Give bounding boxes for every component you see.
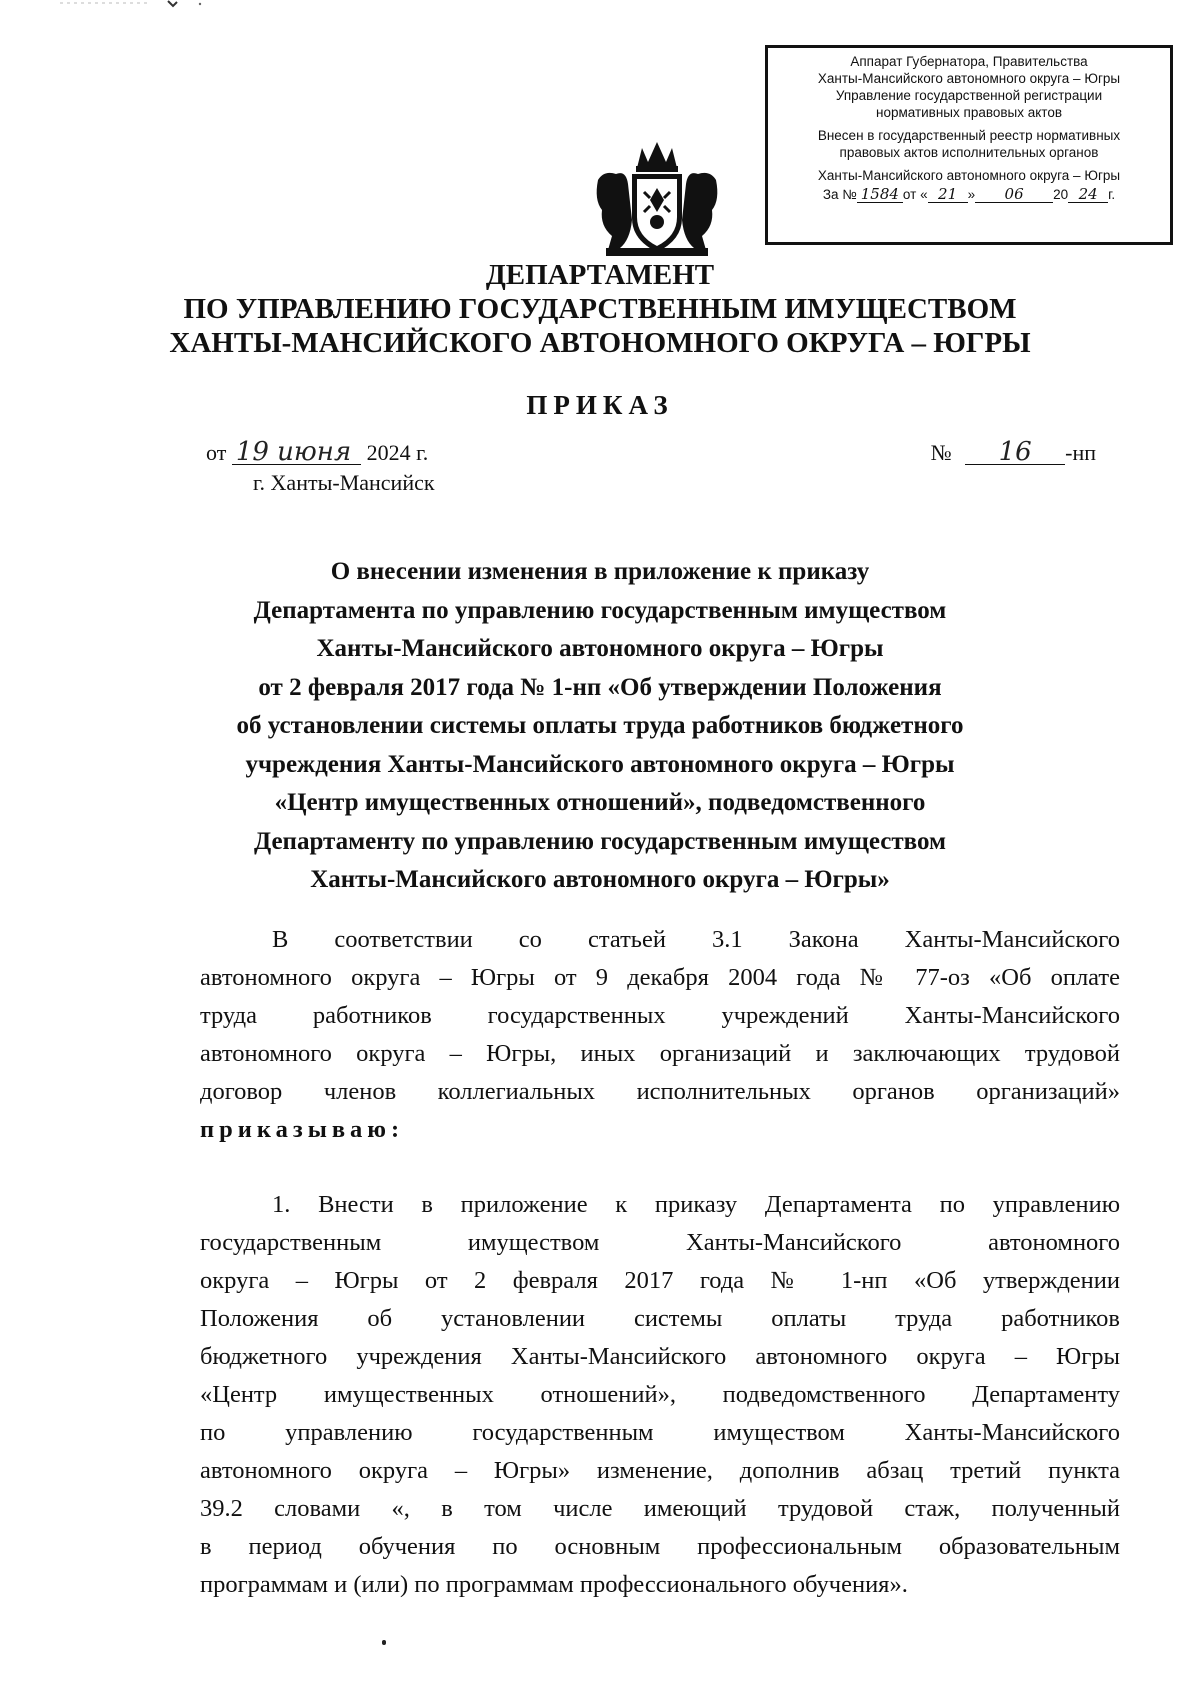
stamp-org-line: Аппарат Губернатора, Правительства — [850, 54, 1088, 69]
paragraph-line: округа – Югры от 2 февраля 2017 года № 1-нп «Об утверждении — [200, 1267, 1120, 1294]
paragraph-line: труда работников государственных учреждений Ханты-Мансийского — [200, 1002, 1120, 1029]
paragraph-line: 39.2 словами «, в том числе имеющий трудовой стаж, полученный — [200, 1495, 1120, 1522]
stamp-registry-line: Внесен в государственный реестр нормативных — [817, 128, 1121, 143]
paragraph-line: в период обучения по основным профессиональным образовательным — [200, 1533, 1120, 1560]
stamp-registry — [774, 127, 1164, 161]
paragraph-line: 1. Внести в приложение к приказу Департамента по управлению — [272, 1191, 1120, 1218]
stamp-reg-from: от « — [902, 187, 928, 202]
subject-line: об установлении системы оплаты труда работников бюджетного — [236, 712, 964, 739]
paragraph-line: договор членов коллегиальных исполнительных органов организаций» — [200, 1078, 1120, 1105]
stamp-organization — [774, 53, 1164, 121]
subject-line: Ханты-Мансийского автономного округа – Югры» — [310, 866, 890, 893]
document-title: ПРИКАЗ — [526, 390, 674, 420]
paragraph-line: по управлению государственным имуществом Ханты-Мансийского — [200, 1419, 1120, 1446]
department-name-line: ПО УПРАВЛЕНИЮ ГОСУДАРСТВЕННЫМ ИМУЩЕСТВОМ — [183, 293, 1017, 325]
date-prefix: от — [206, 440, 227, 465]
order-subject — [0, 553, 1200, 900]
registration-stamp — [765, 45, 1173, 245]
stamp-reg-year-prefix: 20 — [1053, 187, 1069, 202]
department-name-line: ХАНТЫ-МАНСИЙСКОГО АВТОНОМНОГО ОКРУГА – ЮГРЫ — [169, 327, 1031, 359]
paragraph-line: «Центр имущественных отношений», подведомственного Департаменту — [200, 1381, 1120, 1408]
stamp-reg-year: 24 — [1068, 186, 1108, 203]
item-1-paragraph — [200, 1186, 1120, 1604]
paragraph-line: программам и (или) по программам профессионального обучения». — [200, 1571, 908, 1598]
coat-of-arms-icon — [592, 140, 722, 258]
paragraph-line: бюджетного учреждения Ханты-Мансийского автономного округа – Югры — [200, 1343, 1120, 1370]
stamp-org-line: Ханты-Мансийского автономного округа – Югры — [817, 71, 1121, 86]
subject-line: Ханты-Мансийского автономного округа – Югры — [316, 635, 884, 662]
order-city: г. Ханты-Мансийск — [253, 470, 435, 495]
stamp-region-line: Ханты-Мансийского автономного округа – Югры — [817, 168, 1121, 183]
stamp-reg-day: 21 — [928, 186, 968, 203]
subject-line: Департамента по управлению государственным имуществом — [253, 596, 947, 624]
stamp-reg-month-sep: » — [967, 187, 976, 202]
stamp-reg-year-suffix: г. — [1108, 187, 1116, 202]
number-handwritten: 16 — [965, 440, 1065, 465]
paragraph-line: Положения об установлении системы оплаты труда работников — [200, 1305, 1120, 1332]
stamp-org-line: нормативных правовых актов — [875, 105, 1063, 120]
date-handwritten: 19 июня — [232, 440, 361, 465]
number-suffix: -нп — [1065, 440, 1096, 465]
order-word: приказываю: — [200, 1116, 405, 1143]
paragraph-line: автономного округа – Югры, иных организаций и заключающих трудовой — [200, 1040, 1120, 1067]
stamp-reg-number: 1584 — [857, 186, 903, 203]
number-prefix: № — [930, 440, 952, 465]
paragraph-line: автономного округа – Югры» изменение, дополнив абзац третий пункта — [200, 1457, 1120, 1484]
paragraph-line: государственным имуществом Ханты-Мансийского автономного — [200, 1229, 1120, 1256]
subject-line: «Центр имущественных отношений», подведомственного — [274, 789, 926, 816]
scan-artifact — [60, 0, 240, 8]
preamble-paragraph — [200, 921, 1120, 1149]
stamp-reg-month: 06 — [975, 186, 1053, 203]
paragraph-line: автономного округа – Югры от 9 декабря 2004 года № 77-оз «Об оплате — [200, 964, 1120, 991]
stamp-registration-row — [774, 186, 1164, 203]
stamp-reg-prefix: За № — [822, 187, 857, 202]
subject-line: Департаменту по управлению государственным имуществом — [253, 827, 947, 855]
stamp-registry-line: правовых актов исполнительных органов — [839, 145, 1099, 160]
department-name-line: ДЕПАРТАМЕНТ — [485, 259, 715, 291]
subject-line: учреждения Ханты-Мансийского автономного округа – Югры — [245, 750, 955, 778]
stamp-org-line: Управление государственной регистрации — [835, 88, 1103, 103]
date-year: 2024 г. — [366, 440, 429, 465]
subject-line: от 2 февраля 2017 года № 1-нп «Об утверждении Положения — [258, 673, 942, 701]
order-date — [206, 437, 429, 467]
order-number — [930, 437, 1096, 467]
subject-line: О внесении изменения в приложение к приказу — [330, 558, 870, 585]
paragraph-line: В соответствии со статьей 3.1 Закона Ханты-Мансийского — [272, 926, 1120, 953]
scan-dot — [382, 1640, 386, 1645]
